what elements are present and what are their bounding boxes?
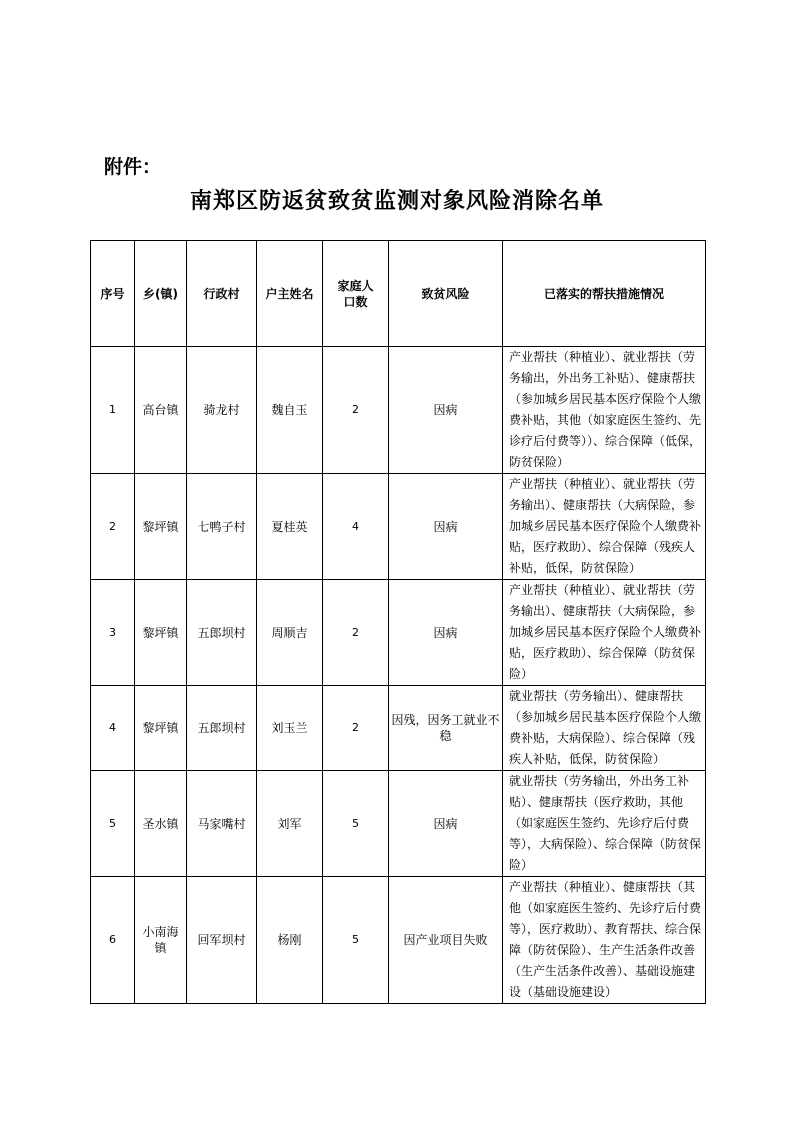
header-serial: 序号 xyxy=(91,241,135,347)
table-row xyxy=(91,580,706,686)
cell-serial: 5 xyxy=(91,771,135,877)
table-row xyxy=(91,474,706,580)
cell-family-size: 4 xyxy=(323,474,389,580)
cell-town: 圣水镇 xyxy=(135,771,187,877)
header-village: 行政村 xyxy=(187,241,257,347)
cell-town: 黎坪镇 xyxy=(135,474,187,580)
cell-householder: 刘军 xyxy=(257,771,323,877)
cell-risk: 因残，因务工就业不稳 xyxy=(389,686,503,771)
cell-town: 黎坪镇 xyxy=(135,686,187,771)
cell-village: 马家嘴村 xyxy=(187,771,257,877)
cell-serial: 6 xyxy=(91,877,135,1004)
cell-village: 骑龙村 xyxy=(187,347,257,474)
cell-householder: 刘玉兰 xyxy=(257,686,323,771)
cell-householder: 夏桂英 xyxy=(257,474,323,580)
cell-town: 黎坪镇 xyxy=(135,580,187,686)
cell-risk: 因产业项目失败 xyxy=(389,877,503,1004)
cell-family-size: 2 xyxy=(323,580,389,686)
cell-family-size: 5 xyxy=(323,771,389,877)
cell-village: 五郎坝村 xyxy=(187,580,257,686)
table-row xyxy=(91,771,706,877)
cell-measures: 产业帮扶（种植业）、就业帮扶（劳务输出，外出务工补贴）、健康帮扶（参加城乡居民基本医疗保险个人缴费补贴，其他（如家庭医生签约、先诊疗后付费等））、综合保障（低保，防贫保险） xyxy=(503,347,706,474)
risk-elimination-table xyxy=(90,240,706,1004)
document-title: 南郑区防返贫致贫监测对象风险消除名单 xyxy=(189,188,604,214)
cell-risk: 因病 xyxy=(389,580,503,686)
table-row xyxy=(91,877,706,1004)
cell-measures: 产业帮扶（种植业）、就业帮扶（劳务输出）、健康帮扶（大病保险，参加城乡居民基本医疗保险个人缴费补贴，医疗救助）、综合保障（防贫保险） xyxy=(503,580,706,686)
cell-town: 高台镇 xyxy=(135,347,187,474)
cell-serial: 3 xyxy=(91,580,135,686)
cell-risk: 因病 xyxy=(389,474,503,580)
table-row xyxy=(91,686,706,771)
cell-measures: 就业帮扶（劳务输出）、健康帮扶（参加城乡居民基本医疗保险个人缴费补贴，大病保险）、综合保障（残疾人补贴，低保，防贫保险） xyxy=(503,686,706,771)
cell-risk: 因病 xyxy=(389,347,503,474)
cell-householder: 杨刚 xyxy=(257,877,323,1004)
cell-village: 七鸭子村 xyxy=(187,474,257,580)
cell-serial: 2 xyxy=(91,474,135,580)
header-risk: 致贫风险 xyxy=(389,241,503,347)
cell-serial: 1 xyxy=(91,347,135,474)
cell-householder: 周顺吉 xyxy=(257,580,323,686)
header-town: 乡(镇) xyxy=(135,241,187,347)
cell-measures: 产业帮扶（种植业）、就业帮扶（劳务输出）、健康帮扶（大病保险，参加城乡居民基本医疗保险个人缴费补贴，医疗救助）、综合保障（残疾人补贴，低保，防贫保险） xyxy=(503,474,706,580)
attachment-label: 附件： xyxy=(104,156,162,178)
cell-family-size: 5 xyxy=(323,877,389,1004)
header-row xyxy=(91,241,706,347)
cell-measures: 就业帮扶（劳务输出，外出务工补贴）、健康帮扶（医疗救助，其他（如家庭医生签约、先诊疗后付费等），大病保险）、综合保障（防贫保险） xyxy=(503,771,706,877)
cell-village: 五郎坝村 xyxy=(187,686,257,771)
cell-family-size: 2 xyxy=(323,686,389,771)
cell-village: 回军坝村 xyxy=(187,877,257,1004)
cell-family-size: 2 xyxy=(323,347,389,474)
cell-householder: 魏自玉 xyxy=(257,347,323,474)
header-family-size: 家庭人口数 xyxy=(323,241,389,347)
cell-serial: 4 xyxy=(91,686,135,771)
header-measures: 已落实的帮扶措施情况 xyxy=(503,241,706,347)
header-householder: 户主姓名 xyxy=(257,241,323,347)
cell-town: 小南海镇 xyxy=(135,877,187,1004)
cell-risk: 因病 xyxy=(389,771,503,877)
cell-measures: 产业帮扶（种植业）、健康帮扶（其他（如家庭医生签约、先诊疗后付费等），医疗救助）、教育帮扶、综合保障（防贫保险）、生产生活条件改善（生产生活条件改善）、基础设施建设（基础设施建设） xyxy=(503,877,706,1004)
table-row xyxy=(91,347,706,474)
